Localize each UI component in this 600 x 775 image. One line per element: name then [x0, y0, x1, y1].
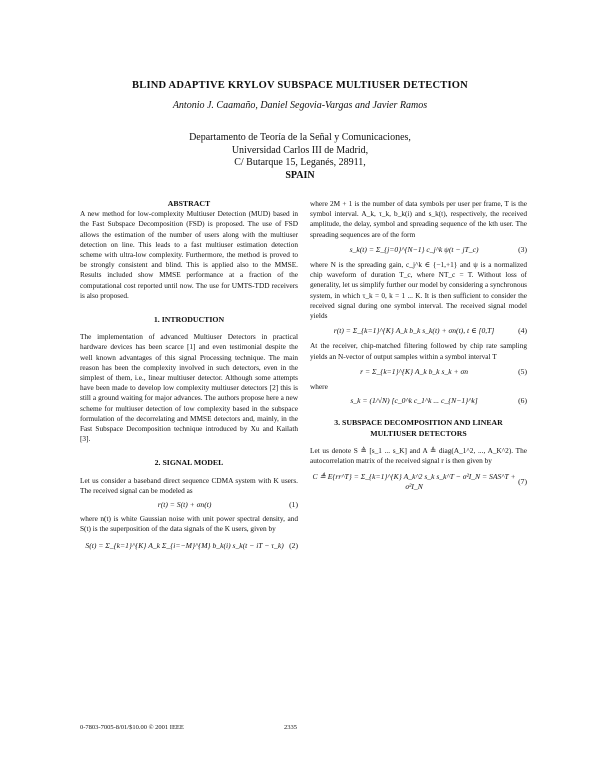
equation-body: r = Σ_{k=1}^{K} A_k b_k s_k + σn — [360, 366, 469, 376]
equation-number: (2) — [289, 540, 298, 550]
equation-4 — [310, 326, 527, 336]
signal-model-paragraph: Let us consider a baseband direct sequence CDMA system with K users. The received signal can be modeled as — [80, 475, 298, 495]
abstract-heading: ABSTRACT — [167, 199, 211, 208]
left-column — [80, 199, 298, 557]
equation-7 — [310, 472, 527, 492]
equation-5 — [310, 367, 527, 377]
right-paragraph: At the receiver, chip-matched filtering followed by chip rate sampling yields an N-vector of output samples within a symbol interval T — [310, 341, 527, 361]
equation-body: r(t) = S(t) + σn(t) — [157, 500, 212, 510]
equation-2 — [80, 541, 298, 551]
paper-authors: Antonio J. Caamaño, Daniel Segovia-Vargas and Javier Ramos — [172, 100, 428, 111]
affiliation-line: Universidad Carlos III de Madrid, — [231, 144, 369, 156]
section3-heading-cont: MULTIUSER DETECTORS — [370, 428, 467, 438]
equation-body: s_k(t) = Σ_{j=0}^{N−1} c_j^k ψ(t − jT_c) — [349, 244, 479, 254]
affiliation-line: Departamento de Teoría de la Señal y Comunicaciones, — [189, 132, 411, 143]
introduction-text: The implementation of advanced Multiuser Detectors in practical hardware devices has been scarce [1] and even testimonial despite the well known advantages of this signal Processing technique. The main reason has been the complexity involved in such detectors, even in the simplest of them, i.e., linear multiuser detector. Although some attempts have been made to develop low complexity multiuser detectors [2] this is still a ground waiting for major advances. The authors propose here a new scheme for multiuser detection of low complexity based in the subspace formulation of the decorrelating and MMSE detectors and, mainly, in the Fast Subspace Decomposition technique introduced by Xu and Kailath [3]. — [80, 332, 298, 444]
equation-1 — [80, 500, 298, 510]
equation-number: (1) — [289, 500, 298, 510]
equation-body: S(t) = Σ_{k=1}^{K} A_k Σ_{i=−M}^{M} b_k(i) s_k(t − iT − τ_k) — [85, 540, 284, 550]
affiliation-line: C/ Butarque 15, Leganés, 28911, — [234, 157, 366, 168]
affiliation — [0, 132, 600, 182]
section3-heading: 3. SUBSPACE DECOMPOSITION AND LINEAR — [334, 418, 503, 428]
equation-6 — [310, 396, 527, 406]
right-paragraph: where N is the spreading gain, c_j^k ∈ {−1,+1} and ψ is a normalized chip waveform of duration T_c, where NT_c = T. Without loss of generality, let us simplify further our model by considering a synchronous system, in which τ_k = 0, k = 1 ... K. It is then sufficient to consider the received signal during one symbol interval. The received signal model yields — [310, 260, 527, 321]
introduction-heading: 1. INTRODUCTION — [153, 315, 225, 325]
equation-3 — [310, 245, 527, 255]
equation-number: (6) — [518, 396, 527, 406]
paper-title: BLIND ADAPTIVE KRYLOV SUBSPACE MULTIUSER DETECTION — [132, 80, 468, 91]
right-paragraph: where — [310, 382, 328, 392]
equation-body: r(t) = Σ_{k=1}^{K} A_k b_k s_k(t) + σn(t), t ∈ [0,T] — [333, 326, 495, 336]
equation-body: C ≜ E{rr^T} = Σ_{k=1}^{K} A_k^2 s_k s_k^T − σ²I_N = SAS^T + σ²I_N — [312, 472, 516, 492]
copyright-line: 0-7803-7005-8/01/$10.00 © 2001 IEEE — [80, 724, 184, 731]
signal-model-paragraph: where n(t) is white Gaussian noise with unit power spectral density, and S(t) is the superposition of the data signals of the K users, given by — [80, 514, 298, 534]
signal-model-heading: 2. SIGNAL MODEL — [154, 458, 224, 468]
equation-body: s_k = (1/√N) [c_0^k c_1^k ... c_{N−1}^k] — [350, 396, 478, 406]
right-paragraph: Let us denote S ≜ [s_1 ... s_K] and A ≜ diag(A_1^2, ..., A_K^2). The autocorrelation matrix of the received signal r is then given by — [310, 445, 527, 466]
affiliation-country: SPAIN — [285, 169, 315, 181]
abstract-text: A new method for low-complexity Multiuser Detection (MUD) based in the Fast Subspace Decomposition (FSD) is proposed. The use of FSD allows the estimation of the number of users along with the multiuser detection on line. This leads to a fast multiuser estimation detection scheme with ultra-low complexity. Furthermore, the method is proved to be strongly consistent and blind. This is applied also to the MMSE. Results included show MMSE performance at a fraction of the computational cost reported until now. The use for UMTS-TDD receivers is also proposed. — [80, 209, 298, 300]
page-number: 2335 — [284, 724, 297, 731]
equation-number: (5) — [518, 366, 527, 376]
equation-number: (3) — [518, 244, 527, 254]
right-paragraph: where 2M + 1 is the number of data symbols per user per frame, T is the symbol interval. A_k, τ_k, b_k(i) and s_k(t), respectively, the received amplitude, the delay, symbol and spreading sequence of the kth user. The spreading sequences are of the form — [310, 199, 527, 239]
equation-number: (7) — [518, 477, 527, 487]
equation-number: (4) — [518, 326, 527, 336]
right-column — [310, 199, 527, 499]
